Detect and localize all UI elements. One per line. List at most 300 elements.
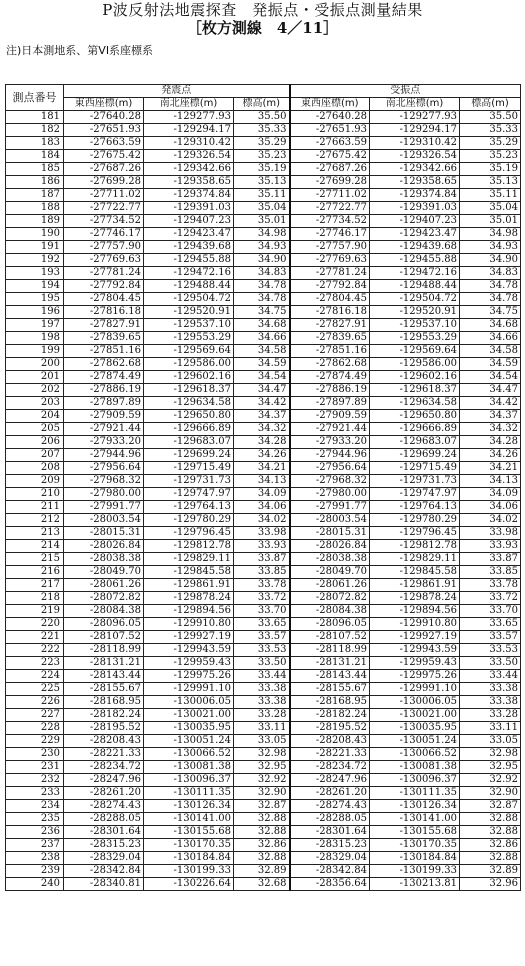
- receiver-northing-cell: -129537.10: [370, 319, 460, 332]
- group-header-row: [6, 85, 521, 98]
- receiver-northing-cell: -130155.68: [370, 826, 460, 839]
- receiver-easting-cell: -27687.26: [290, 163, 370, 176]
- source-northing-cell: -129310.42: [144, 137, 234, 150]
- receiver-easting-cell: -27897.89: [290, 397, 370, 410]
- receiver-easting-cell: -28084.38: [290, 605, 370, 618]
- source-northing-cell: -129391.03: [144, 202, 234, 215]
- source-northing-cell: -129780.29: [144, 514, 234, 527]
- receiver-easting-cell: -28155.67: [290, 683, 370, 696]
- source-northing-cell: -129423.47: [144, 228, 234, 241]
- receiver-northing-cell: -129943.59: [370, 644, 460, 657]
- source-elevation-cell: 33.11: [234, 722, 290, 735]
- source-easting-cell: -27675.42: [64, 150, 144, 163]
- receiver-elevation-cell: 33.72: [460, 592, 521, 605]
- station-number-cell: 211: [6, 501, 64, 514]
- station-number-cell: 185: [6, 163, 64, 176]
- receiver-northing-cell: -129715.49: [370, 462, 460, 475]
- receiver-easting-cell: -28247.96: [290, 774, 370, 787]
- source-northing-cell: -129927.19: [144, 631, 234, 644]
- receiver-elevation-cell: 35.50: [460, 111, 521, 124]
- source-elevation-cell: 33.98: [234, 527, 290, 540]
- source-easting-header: 東西座標(m): [64, 98, 144, 111]
- source-northing-cell: -129861.91: [144, 579, 234, 592]
- receiver-northing-cell: -130021.00: [370, 709, 460, 722]
- receiver-easting-cell: -28107.52: [290, 631, 370, 644]
- station-number-cell: 228: [6, 722, 64, 735]
- receiver-easting-cell: -27944.96: [290, 449, 370, 462]
- receiver-elevation-cell: 33.87: [460, 553, 521, 566]
- receiver-northing-cell: -129326.54: [370, 150, 460, 163]
- station-number-cell: 196: [6, 306, 64, 319]
- receiver-elevation-cell: 32.87: [460, 800, 521, 813]
- station-number-cell: 234: [6, 800, 64, 813]
- station-number-cell: 197: [6, 319, 64, 332]
- table-row: [6, 397, 521, 410]
- source-northing-cell: -129959.43: [144, 657, 234, 670]
- source-elevation-cell: 33.78: [234, 579, 290, 592]
- receiver-elevation-cell: 32.92: [460, 774, 521, 787]
- source-northing-cell: -130184.84: [144, 852, 234, 865]
- source-elevation-cell: 34.93: [234, 241, 290, 254]
- receiver-northing-cell: -130035.95: [370, 722, 460, 735]
- source-easting-cell: -28061.26: [64, 579, 144, 592]
- receiver-northing-cell: -129423.47: [370, 228, 460, 241]
- source-easting-cell: -28026.84: [64, 540, 144, 553]
- station-number-cell: 214: [6, 540, 64, 553]
- source-easting-cell: -28315.23: [64, 839, 144, 852]
- receiver-elevation-cell: 32.95: [460, 761, 521, 774]
- table-row: [6, 150, 521, 163]
- receiver-elevation-cell: 35.11: [460, 189, 521, 202]
- receiver-northing-cell: -129845.58: [370, 566, 460, 579]
- datum-note: 注)日本測地系、第VI系座標系: [6, 44, 154, 57]
- receiver-easting-cell: -27663.59: [290, 137, 370, 150]
- receiver-elevation-cell: 32.88: [460, 852, 521, 865]
- receiver-elevation-cell: 34.68: [460, 319, 521, 332]
- receiver-northing-cell: -129294.17: [370, 124, 460, 137]
- table-row: [6, 579, 521, 592]
- receiver-northing-cell: -130199.33: [370, 865, 460, 878]
- station-number-cell: 183: [6, 137, 64, 150]
- receiver-easting-cell: -27874.49: [290, 371, 370, 384]
- station-number-cell: 194: [6, 280, 64, 293]
- source-northing-cell: -129504.72: [144, 293, 234, 306]
- receiver-easting-cell: -28301.64: [290, 826, 370, 839]
- table-row: [6, 319, 521, 332]
- table-row: [6, 475, 521, 488]
- receiver-northing-cell: -129991.10: [370, 683, 460, 696]
- receiver-easting-cell: -27769.63: [290, 254, 370, 267]
- source-elevation-cell: 35.19: [234, 163, 290, 176]
- source-elevation-cell: 34.32: [234, 423, 290, 436]
- source-northing-cell: -130096.37: [144, 774, 234, 787]
- receiver-elevation-cell: 33.11: [460, 722, 521, 735]
- receiver-northing-cell: -129731.73: [370, 475, 460, 488]
- table-row: [6, 267, 521, 280]
- source-northing-cell: -129294.17: [144, 124, 234, 137]
- source-easting-cell: -27839.65: [64, 332, 144, 345]
- station-number-cell: 221: [6, 631, 64, 644]
- receiver-easting-cell: -27933.20: [290, 436, 370, 449]
- source-elevation-cell: 32.98: [234, 748, 290, 761]
- source-northing-cell: -130051.24: [144, 735, 234, 748]
- source-easting-cell: -27886.19: [64, 384, 144, 397]
- station-number-cell: 187: [6, 189, 64, 202]
- table-row: [6, 436, 521, 449]
- source-elevation-cell: 35.23: [234, 150, 290, 163]
- source-easting-cell: -27968.32: [64, 475, 144, 488]
- station-number-cell: 240: [6, 878, 64, 891]
- station-number-cell: 219: [6, 605, 64, 618]
- receiver-northing-cell: -130081.38: [370, 761, 460, 774]
- station-number-cell: 200: [6, 358, 64, 371]
- source-easting-cell: -28118.99: [64, 644, 144, 657]
- receiver-easting-cell: -27722.77: [290, 202, 370, 215]
- receiver-easting-cell: -28261.20: [290, 787, 370, 800]
- source-easting-cell: -27804.45: [64, 293, 144, 306]
- table-row: [6, 657, 521, 670]
- source-easting-cell: -28221.33: [64, 748, 144, 761]
- source-easting-cell: -28143.44: [64, 670, 144, 683]
- table-row: [6, 332, 521, 345]
- table-row: [6, 774, 521, 787]
- table-row: [6, 696, 521, 709]
- source-elevation-cell: 34.75: [234, 306, 290, 319]
- receiver-elevation-cell: 34.13: [460, 475, 521, 488]
- source-northing-cell: -129975.26: [144, 670, 234, 683]
- table-row: [6, 124, 521, 137]
- receiver-northing-cell: -129374.84: [370, 189, 460, 202]
- source-northing-cell: -129699.24: [144, 449, 234, 462]
- receiver-easting-cell: -28221.33: [290, 748, 370, 761]
- table-row: [6, 540, 521, 553]
- source-easting-cell: -28261.20: [64, 787, 144, 800]
- station-number-cell: 239: [6, 865, 64, 878]
- receiver-elevation-cell: 35.23: [460, 150, 521, 163]
- receiver-easting-cell: -28234.72: [290, 761, 370, 774]
- source-elevation-cell: 35.50: [234, 111, 290, 124]
- source-elevation-cell: 34.26: [234, 449, 290, 462]
- receiver-northing-cell: -129391.03: [370, 202, 460, 215]
- receiver-easting-cell: -27862.68: [290, 358, 370, 371]
- source-elevation-cell: 33.65: [234, 618, 290, 631]
- receiver-easting-cell: -28195.52: [290, 722, 370, 735]
- station-number-cell: 206: [6, 436, 64, 449]
- station-number-cell: 193: [6, 267, 64, 280]
- receiver-easting-cell: -27980.00: [290, 488, 370, 501]
- receiver-northing-cell: -129455.88: [370, 254, 460, 267]
- receiver-elevation-cell: 33.44: [460, 670, 521, 683]
- station-number-cell: 190: [6, 228, 64, 241]
- source-easting-cell: -27699.28: [64, 176, 144, 189]
- table-row: [6, 670, 521, 683]
- receiver-elevation-cell: 32.96: [460, 878, 521, 891]
- receiver-northing-cell: -129829.11: [370, 553, 460, 566]
- source-easting-cell: -28015.31: [64, 527, 144, 540]
- source-northing-cell: -130170.35: [144, 839, 234, 852]
- source-elevation-cell: 33.05: [234, 735, 290, 748]
- source-easting-cell: -28288.05: [64, 813, 144, 826]
- source-easting-cell: -28329.04: [64, 852, 144, 865]
- station-number-cell: 217: [6, 579, 64, 592]
- table-row: [6, 280, 521, 293]
- source-northing-cell: -129764.13: [144, 501, 234, 514]
- source-northing-cell: -130021.00: [144, 709, 234, 722]
- source-northing-cell: -129439.68: [144, 241, 234, 254]
- station-number-cell: 227: [6, 709, 64, 722]
- receiver-elevation-cell: 34.93: [460, 241, 521, 254]
- receiver-elevation-cell: 35.19: [460, 163, 521, 176]
- receiver-northing-cell: -129407.23: [370, 215, 460, 228]
- receiver-northing-cell: -130096.37: [370, 774, 460, 787]
- source-northing-cell: -130111.35: [144, 787, 234, 800]
- source-northing-cell: -129747.97: [144, 488, 234, 501]
- table-row: [6, 358, 521, 371]
- receiver-northing-cell: -129472.16: [370, 267, 460, 280]
- source-elevation-header: 標高(m): [234, 98, 290, 111]
- receiver-northing-cell: -130111.35: [370, 787, 460, 800]
- receiver-easting-cell: -27640.28: [290, 111, 370, 124]
- source-northing-cell: -129683.07: [144, 436, 234, 449]
- receiver-northing-cell: -129650.80: [370, 410, 460, 423]
- station-number-cell: 224: [6, 670, 64, 683]
- source-northing-cell: -130066.52: [144, 748, 234, 761]
- receiver-easting-cell: -28315.23: [290, 839, 370, 852]
- receiver-easting-cell: -28118.99: [290, 644, 370, 657]
- source-elevation-cell: 34.90: [234, 254, 290, 267]
- receiver-northing-cell: -129358.65: [370, 176, 460, 189]
- source-easting-cell: -28096.05: [64, 618, 144, 631]
- station-number-cell: 210: [6, 488, 64, 501]
- source-elevation-cell: 34.42: [234, 397, 290, 410]
- receiver-northing-cell: -129520.91: [370, 306, 460, 319]
- source-elevation-cell: 32.92: [234, 774, 290, 787]
- receiver-elevation-cell: 35.04: [460, 202, 521, 215]
- receiver-elevation-cell: 34.32: [460, 423, 521, 436]
- source-northing-cell: -129845.58: [144, 566, 234, 579]
- station-number-cell: 188: [6, 202, 64, 215]
- receiver-easting-cell: -28288.05: [290, 813, 370, 826]
- station-number-cell: 220: [6, 618, 64, 631]
- receiver-elevation-cell: 32.98: [460, 748, 521, 761]
- source-easting-cell: -27862.68: [64, 358, 144, 371]
- source-elevation-cell: 35.04: [234, 202, 290, 215]
- receiver-easting-cell: -27757.90: [290, 241, 370, 254]
- source-easting-cell: -27933.20: [64, 436, 144, 449]
- receiver-elevation-cell: 33.65: [460, 618, 521, 631]
- source-easting-cell: -27816.18: [64, 306, 144, 319]
- receiver-elevation-cell: 33.38: [460, 696, 521, 709]
- source-easting-cell: -27781.24: [64, 267, 144, 280]
- source-easting-cell: -27734.52: [64, 215, 144, 228]
- source-northing-cell: -129569.64: [144, 345, 234, 358]
- receiver-northing-cell: -129861.91: [370, 579, 460, 592]
- source-elevation-cell: 34.47: [234, 384, 290, 397]
- station-number-cell: 233: [6, 787, 64, 800]
- receiver-easting-cell: -28208.43: [290, 735, 370, 748]
- source-easting-cell: -28274.43: [64, 800, 144, 813]
- receiver-northing-cell: -129602.16: [370, 371, 460, 384]
- table-row: [6, 384, 521, 397]
- source-elevation-cell: 34.98: [234, 228, 290, 241]
- station-number-cell: 205: [6, 423, 64, 436]
- source-elevation-cell: 33.38: [234, 696, 290, 709]
- receiver-elevation-cell: 33.53: [460, 644, 521, 657]
- receiver-elevation-header: 標高(m): [460, 98, 521, 111]
- source-northing-cell: -129634.58: [144, 397, 234, 410]
- source-easting-cell: -28247.96: [64, 774, 144, 787]
- station-number-cell: 189: [6, 215, 64, 228]
- receiver-northing-header: 南北座標(m): [370, 98, 460, 111]
- source-easting-cell: -27687.26: [64, 163, 144, 176]
- receiver-easting-cell: -27734.52: [290, 215, 370, 228]
- source-easting-cell: -28107.52: [64, 631, 144, 644]
- receiver-elevation-cell: 33.38: [460, 683, 521, 696]
- table-row: [6, 631, 521, 644]
- station-number-cell: 181: [6, 111, 64, 124]
- source-easting-cell: -27921.44: [64, 423, 144, 436]
- receiver-easting-cell: -27909.59: [290, 410, 370, 423]
- receiver-elevation-cell: 34.09: [460, 488, 521, 501]
- table-row: [6, 215, 521, 228]
- source-elevation-cell: 33.93: [234, 540, 290, 553]
- source-easting-cell: -28342.84: [64, 865, 144, 878]
- receiver-easting-cell: -27886.19: [290, 384, 370, 397]
- table-row: [6, 813, 521, 826]
- station-number-cell: 203: [6, 397, 64, 410]
- station-number-cell: 226: [6, 696, 64, 709]
- station-number-cell: 199: [6, 345, 64, 358]
- table-row: [6, 527, 521, 540]
- table-row: [6, 683, 521, 696]
- receiver-elevation-cell: 34.59: [460, 358, 521, 371]
- station-number-cell: 208: [6, 462, 64, 475]
- receiver-northing-cell: -130051.24: [370, 735, 460, 748]
- source-elevation-cell: 35.33: [234, 124, 290, 137]
- receiver-easting-cell: -27827.91: [290, 319, 370, 332]
- source-northing-cell: -130035.95: [144, 722, 234, 735]
- receiver-easting-cell: -27816.18: [290, 306, 370, 319]
- source-northing-cell: -129472.16: [144, 267, 234, 280]
- table-row: [6, 787, 521, 800]
- receiver-northing-cell: -129569.64: [370, 345, 460, 358]
- station-number-cell: 202: [6, 384, 64, 397]
- receiver-easting-cell: -28015.31: [290, 527, 370, 540]
- receiver-northing-cell: -129634.58: [370, 397, 460, 410]
- receiver-elevation-cell: 34.78: [460, 280, 521, 293]
- receiver-easting-cell: -28061.26: [290, 579, 370, 592]
- table-row: [6, 514, 521, 527]
- station-number-cell: 231: [6, 761, 64, 774]
- table-row: [6, 462, 521, 475]
- source-elevation-cell: 33.44: [234, 670, 290, 683]
- table-row: [6, 618, 521, 631]
- source-elevation-cell: 33.28: [234, 709, 290, 722]
- receiver-elevation-cell: 34.58: [460, 345, 521, 358]
- receiver-easting-cell: -28131.21: [290, 657, 370, 670]
- source-elevation-cell: 34.83: [234, 267, 290, 280]
- table-row: [6, 488, 521, 501]
- table-row: [6, 826, 521, 839]
- source-elevation-cell: 32.86: [234, 839, 290, 852]
- table-row: [6, 839, 521, 852]
- source-elevation-cell: 32.68: [234, 878, 290, 891]
- table-row: [6, 566, 521, 579]
- station-number-cell: 192: [6, 254, 64, 267]
- receiver-elevation-cell: 35.13: [460, 176, 521, 189]
- receiver-northing-cell: -129699.24: [370, 449, 460, 462]
- station-number-cell: 238: [6, 852, 64, 865]
- source-easting-cell: -27874.49: [64, 371, 144, 384]
- source-easting-cell: -28084.38: [64, 605, 144, 618]
- source-elevation-cell: 34.09: [234, 488, 290, 501]
- table-row: [6, 176, 521, 189]
- source-easting-cell: -27897.89: [64, 397, 144, 410]
- receiver-elevation-cell: 35.01: [460, 215, 521, 228]
- table-row: [6, 800, 521, 813]
- table-row: [6, 345, 521, 358]
- station-number-header: 測点番号: [6, 85, 64, 111]
- column-header-row: [6, 98, 521, 111]
- receiver-easting-cell: -27746.17: [290, 228, 370, 241]
- source-easting-cell: -27711.02: [64, 189, 144, 202]
- station-number-cell: 232: [6, 774, 64, 787]
- source-easting-cell: -27851.16: [64, 345, 144, 358]
- receiver-northing-cell: -129277.93: [370, 111, 460, 124]
- table-row: [6, 761, 521, 774]
- source-northing-cell: -129910.80: [144, 618, 234, 631]
- table-row: [6, 410, 521, 423]
- source-easting-cell: -27663.59: [64, 137, 144, 150]
- source-northing-cell: -129374.84: [144, 189, 234, 202]
- source-elevation-cell: 33.53: [234, 644, 290, 657]
- receiver-northing-cell: -129683.07: [370, 436, 460, 449]
- source-northing-cell: -129407.23: [144, 215, 234, 228]
- source-elevation-cell: 33.72: [234, 592, 290, 605]
- receiver-easting-cell: -28038.38: [290, 553, 370, 566]
- receiver-northing-cell: -129310.42: [370, 137, 460, 150]
- source-northing-cell: -129829.11: [144, 553, 234, 566]
- source-elevation-cell: 32.88: [234, 826, 290, 839]
- receiver-easting-cell: -27651.93: [290, 124, 370, 137]
- source-elevation-cell: 32.88: [234, 813, 290, 826]
- receiver-easting-cell: -27792.84: [290, 280, 370, 293]
- receiver-elevation-cell: 34.54: [460, 371, 521, 384]
- source-northing-header: 南北座標(m): [144, 98, 234, 111]
- receiver-northing-cell: -130184.84: [370, 852, 460, 865]
- receiver-easting-cell: -28049.70: [290, 566, 370, 579]
- source-easting-cell: -27956.64: [64, 462, 144, 475]
- receiver-elevation-cell: 34.26: [460, 449, 521, 462]
- source-elevation-cell: 34.21: [234, 462, 290, 475]
- table-row: [6, 306, 521, 319]
- source-easting-cell: -28003.54: [64, 514, 144, 527]
- source-northing-cell: -129715.49: [144, 462, 234, 475]
- receiver-northing-cell: -130141.00: [370, 813, 460, 826]
- receiver-easting-cell: -27781.24: [290, 267, 370, 280]
- station-number-cell: 218: [6, 592, 64, 605]
- receiver-elevation-cell: 34.37: [460, 410, 521, 423]
- receiver-easting-cell: -27956.64: [290, 462, 370, 475]
- receiver-easting-cell: -28274.43: [290, 800, 370, 813]
- receiver-easting-cell: -28143.44: [290, 670, 370, 683]
- table-row: [6, 137, 521, 150]
- source-elevation-cell: 35.11: [234, 189, 290, 202]
- source-easting-cell: -27757.90: [64, 241, 144, 254]
- source-easting-cell: -27792.84: [64, 280, 144, 293]
- document-title: P波反射法地震探査 発振点・受振点測量結果: [102, 1, 423, 19]
- receiver-northing-cell: -129959.43: [370, 657, 460, 670]
